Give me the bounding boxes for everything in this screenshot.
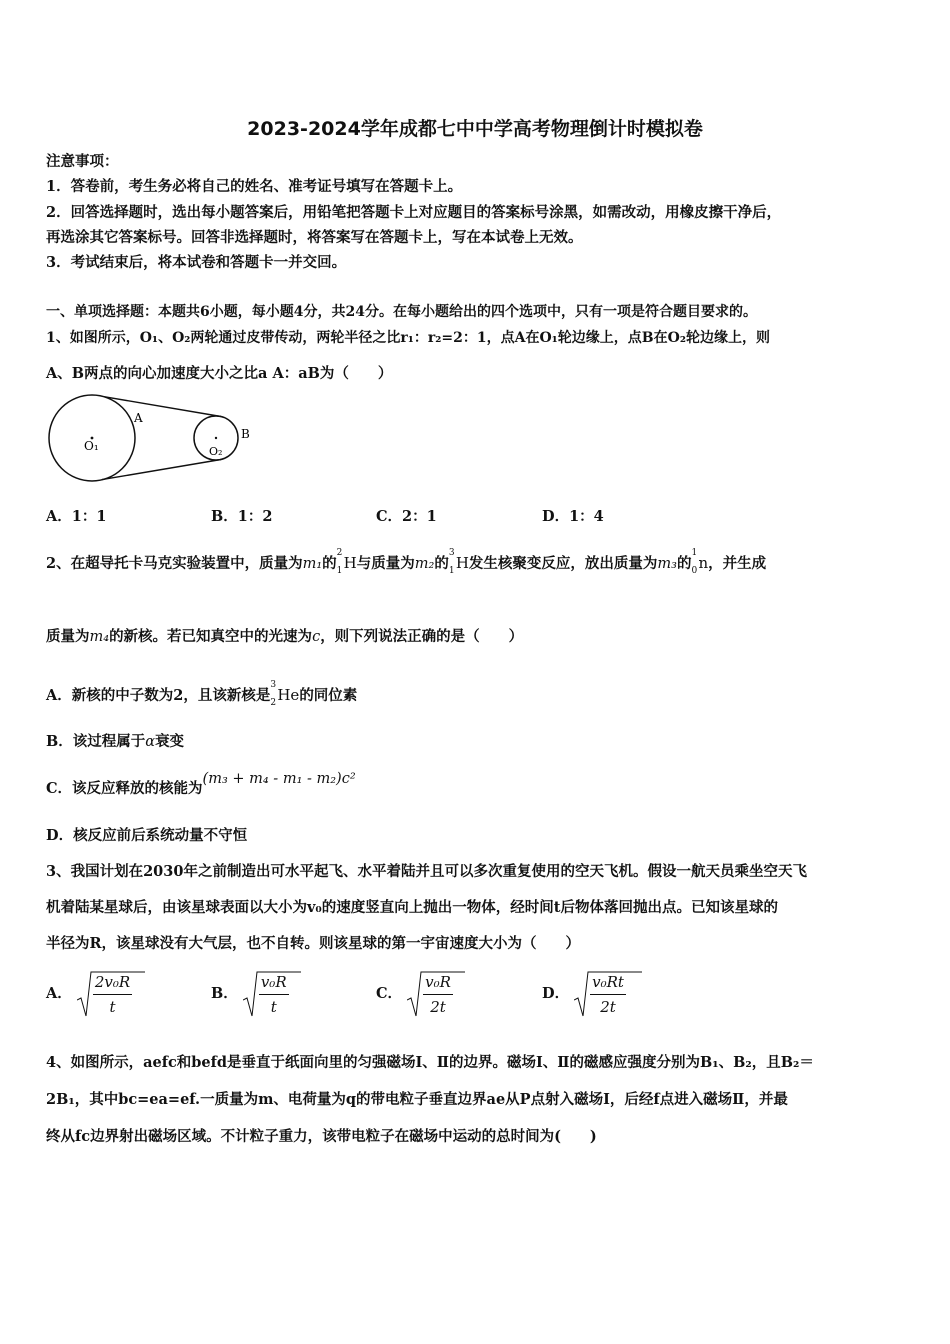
c-symbol: c [312, 629, 321, 645]
notice-item-2-cont: 再选涂其它答案标号。回答非选择题时，将答案写在答题卡上，写在本试卷上无效。 [46, 229, 583, 246]
sqrt-fraction: $\frac{\text{v₀R}}{t}$ [243, 970, 303, 1018]
q1-option-d[interactable]: D．1：4 [542, 508, 604, 525]
m3-symbol: m₃ [657, 556, 677, 572]
sqrt-fraction: $\frac{\text{2v₀R}}{t}$ [77, 970, 147, 1018]
sqrt-fraction: $\frac{\text{v₀Rt}}{2t}$ [574, 970, 644, 1018]
label-o2: O₂ [209, 445, 223, 458]
deuterium-symbol: 2 1 H [336, 548, 357, 576]
neutron-symbol: 1 0 n [691, 548, 709, 576]
q1-option-a[interactable]: A．1：1 [46, 508, 107, 525]
m1-symbol: m₁ [302, 556, 323, 572]
section-heading: 一、单项选择题：本题共6小题，每小题4分，共24分。在每小题给出的四个选项中，只有一项是符合题目要求的。 [46, 304, 757, 320]
q3-option-d[interactable]: D． $\frac{\text{v₀Rt}}{2t}$ [542, 970, 644, 1018]
q3-stem-line2: 机着陆某星球后，由该星球表面以大小为v₀的速度竖直向上抛出一物体，经时间t后物体落回抛出点。已知该星球的 [46, 899, 778, 916]
q2-option-c[interactable]: C．该反应释放的核能为(m₃ + m₄ - m₁ - m₂)c² [46, 771, 356, 797]
q3-option-a[interactable]: A． $\frac{\text{2v₀R}}{t}$ [46, 970, 147, 1018]
notice-item-3: 3．考试结束后，将本试卷和答题卡一并交回。 [46, 254, 347, 271]
notice-item-2: 2．回答选择题时，选出每小题答案后，用铅笔把答题卡上对应题目的答案标号涂黑，如需改动，用橡皮擦干净后， [46, 204, 782, 221]
q2-option-b[interactable]: B．该过程属于α衰变 [46, 733, 185, 750]
q3-stem-line1: 3、我国计划在2030年之前制造出可水平起飞、水平着陆并且可以多次重复使用的空天飞机。假设一航天员乘坐空天飞 [46, 863, 807, 880]
tritium-symbol: 3 1 H [448, 548, 469, 576]
page-title: 2023-2024学年成都七中中学高考物理倒计时模拟卷 [247, 118, 703, 140]
notice-heading: 注意事项： [46, 153, 119, 170]
q4-stem-line1: 4、如图所示，aefc和befd是垂直于纸面向里的匀强磁场Ⅰ、Ⅱ的边界。磁场Ⅰ、Ⅱ的磁感应强度分别为B₁、B₂，且B₂＝ [46, 1054, 814, 1071]
notice-item-1: 1．答卷前，考生务必将自己的姓名、准考证号填写在答题卡上。 [46, 178, 463, 195]
q3-stem-line3: 半径为R，该星球没有大气层，也不自转。则该星球的第一宇宙速度大小为（ ） [46, 935, 581, 952]
q1-option-b[interactable]: B．1：2 [211, 508, 273, 525]
m4-symbol: m₄ [89, 629, 110, 645]
helium-symbol: 3 2 He [270, 680, 300, 708]
q3-option-b[interactable]: B． $\frac{\text{v₀R}}{t}$ [211, 970, 303, 1018]
sqrt-fraction: $\frac{\text{v₀R}}{2t}$ [407, 970, 467, 1018]
q2-stem-line1: 2、在超导托卡马克实验装置中，质量为m₁的 2 1 H与质量为m₂的 3 1 H发生核聚变反应，放出质量为m₃的 1 0 n，并生成 [46, 548, 767, 576]
belt-bottom [102, 460, 221, 480]
label-b: B [241, 427, 250, 441]
q2-option-d[interactable]: D．核反应前后系统动量不守恒 [46, 827, 248, 844]
q4-stem-line3: 终从fc边界射出磁场区域。不计粒子重力，该带电粒子在磁场中运动的总时间为( ) [46, 1128, 597, 1145]
energy-formula: (m₃ + m₄ - m₁ - m₂)c² [202, 771, 356, 787]
q3-option-c[interactable]: C． $\frac{\text{v₀R}}{2t}$ [376, 970, 467, 1018]
m2-symbol: m₂ [414, 556, 435, 572]
q4-stem-line2: 2B₁，其中bc=ea=ef.一质量为m、电荷量为q的带电粒子垂直边界ae从P点射入磁场Ⅰ，后经f点进入磁场Ⅱ，并最 [46, 1091, 788, 1108]
q1-stem-line2: A、B两点的向心加速度大小之比a A：aB为（ ） [46, 365, 393, 382]
label-o1: O₁ [84, 439, 99, 453]
label-a: A [134, 411, 143, 425]
q2-option-a[interactable]: A．新核的中子数为2，且该新核是 3 2 He的同位素 [46, 680, 358, 708]
q2-stem-line2: 质量为m₄的新核。若已知真空中的光速为c，则下列说法正确的是（ ） [46, 628, 524, 645]
alpha-symbol: α [145, 734, 156, 750]
belt-pulley-diagram [44, 392, 264, 484]
q1-option-c[interactable]: C．2：1 [376, 508, 437, 525]
q1-stem-line1: 1、如图所示，O₁、O₂两轮通过皮带传动，两轮半径之比r₁：r₂=2：1，点A在O₁轮边缘上，点B在O₂轮边缘上，则 [46, 330, 770, 346]
